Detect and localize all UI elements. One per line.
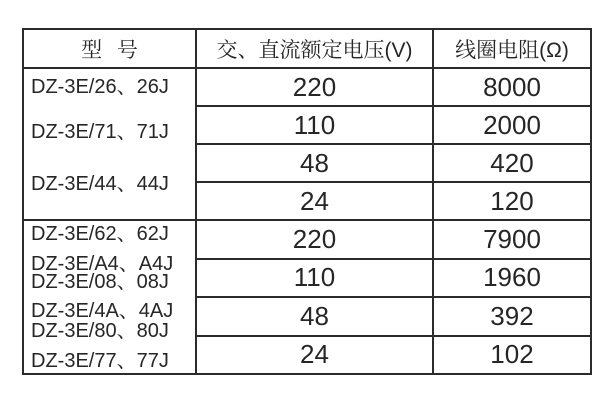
- voltage-cell: 220: [196, 220, 433, 259]
- spec-table: [22, 28, 592, 375]
- resistance-cell: 2000: [433, 106, 591, 144]
- voltage-cell: 48: [196, 144, 433, 182]
- model-name: DZ-3E/08、08J: [31, 271, 169, 293]
- model-name: DZ-3E/77、77J: [31, 350, 169, 372]
- model-group-1: [23, 68, 196, 220]
- model-group-2: [23, 220, 196, 374]
- resistance-cell: 1960: [433, 259, 591, 298]
- resistance-cell: 102: [433, 336, 591, 375]
- model-name: DZ-3E/A4、A4J: [31, 253, 174, 275]
- voltage-cell: 110: [196, 259, 433, 298]
- resistance-cell: 120: [433, 182, 591, 220]
- model-name: DZ-3E/4A、4AJ: [31, 300, 174, 322]
- voltage-cell: 24: [196, 336, 433, 375]
- resistance-cell: 7900: [433, 220, 591, 259]
- table-row: [23, 220, 591, 259]
- voltage-cell: 48: [196, 297, 433, 336]
- resistance-cell: 8000: [433, 68, 591, 106]
- model-name: DZ-3E/71、71J: [31, 121, 169, 143]
- model-name: DZ-3E/80、80J: [31, 320, 169, 342]
- resistance-cell: 392: [433, 297, 591, 336]
- voltage-cell: 110: [196, 106, 433, 144]
- header-resistance: 线圈电阻(Ω): [433, 29, 591, 68]
- model-name: DZ-3E/62、62J: [31, 223, 169, 245]
- resistance-cell: 420: [433, 144, 591, 182]
- voltage-cell: 220: [196, 68, 433, 106]
- header-model: 型 号: [23, 29, 196, 68]
- header-row: [23, 29, 591, 68]
- header-voltage: 交、直流额定电压(V): [196, 29, 433, 68]
- voltage-cell: 24: [196, 182, 433, 220]
- model-name: DZ-3E/44、44J: [31, 173, 169, 195]
- table-row: [23, 68, 591, 106]
- model-name: DZ-3E/26、26J: [31, 76, 169, 98]
